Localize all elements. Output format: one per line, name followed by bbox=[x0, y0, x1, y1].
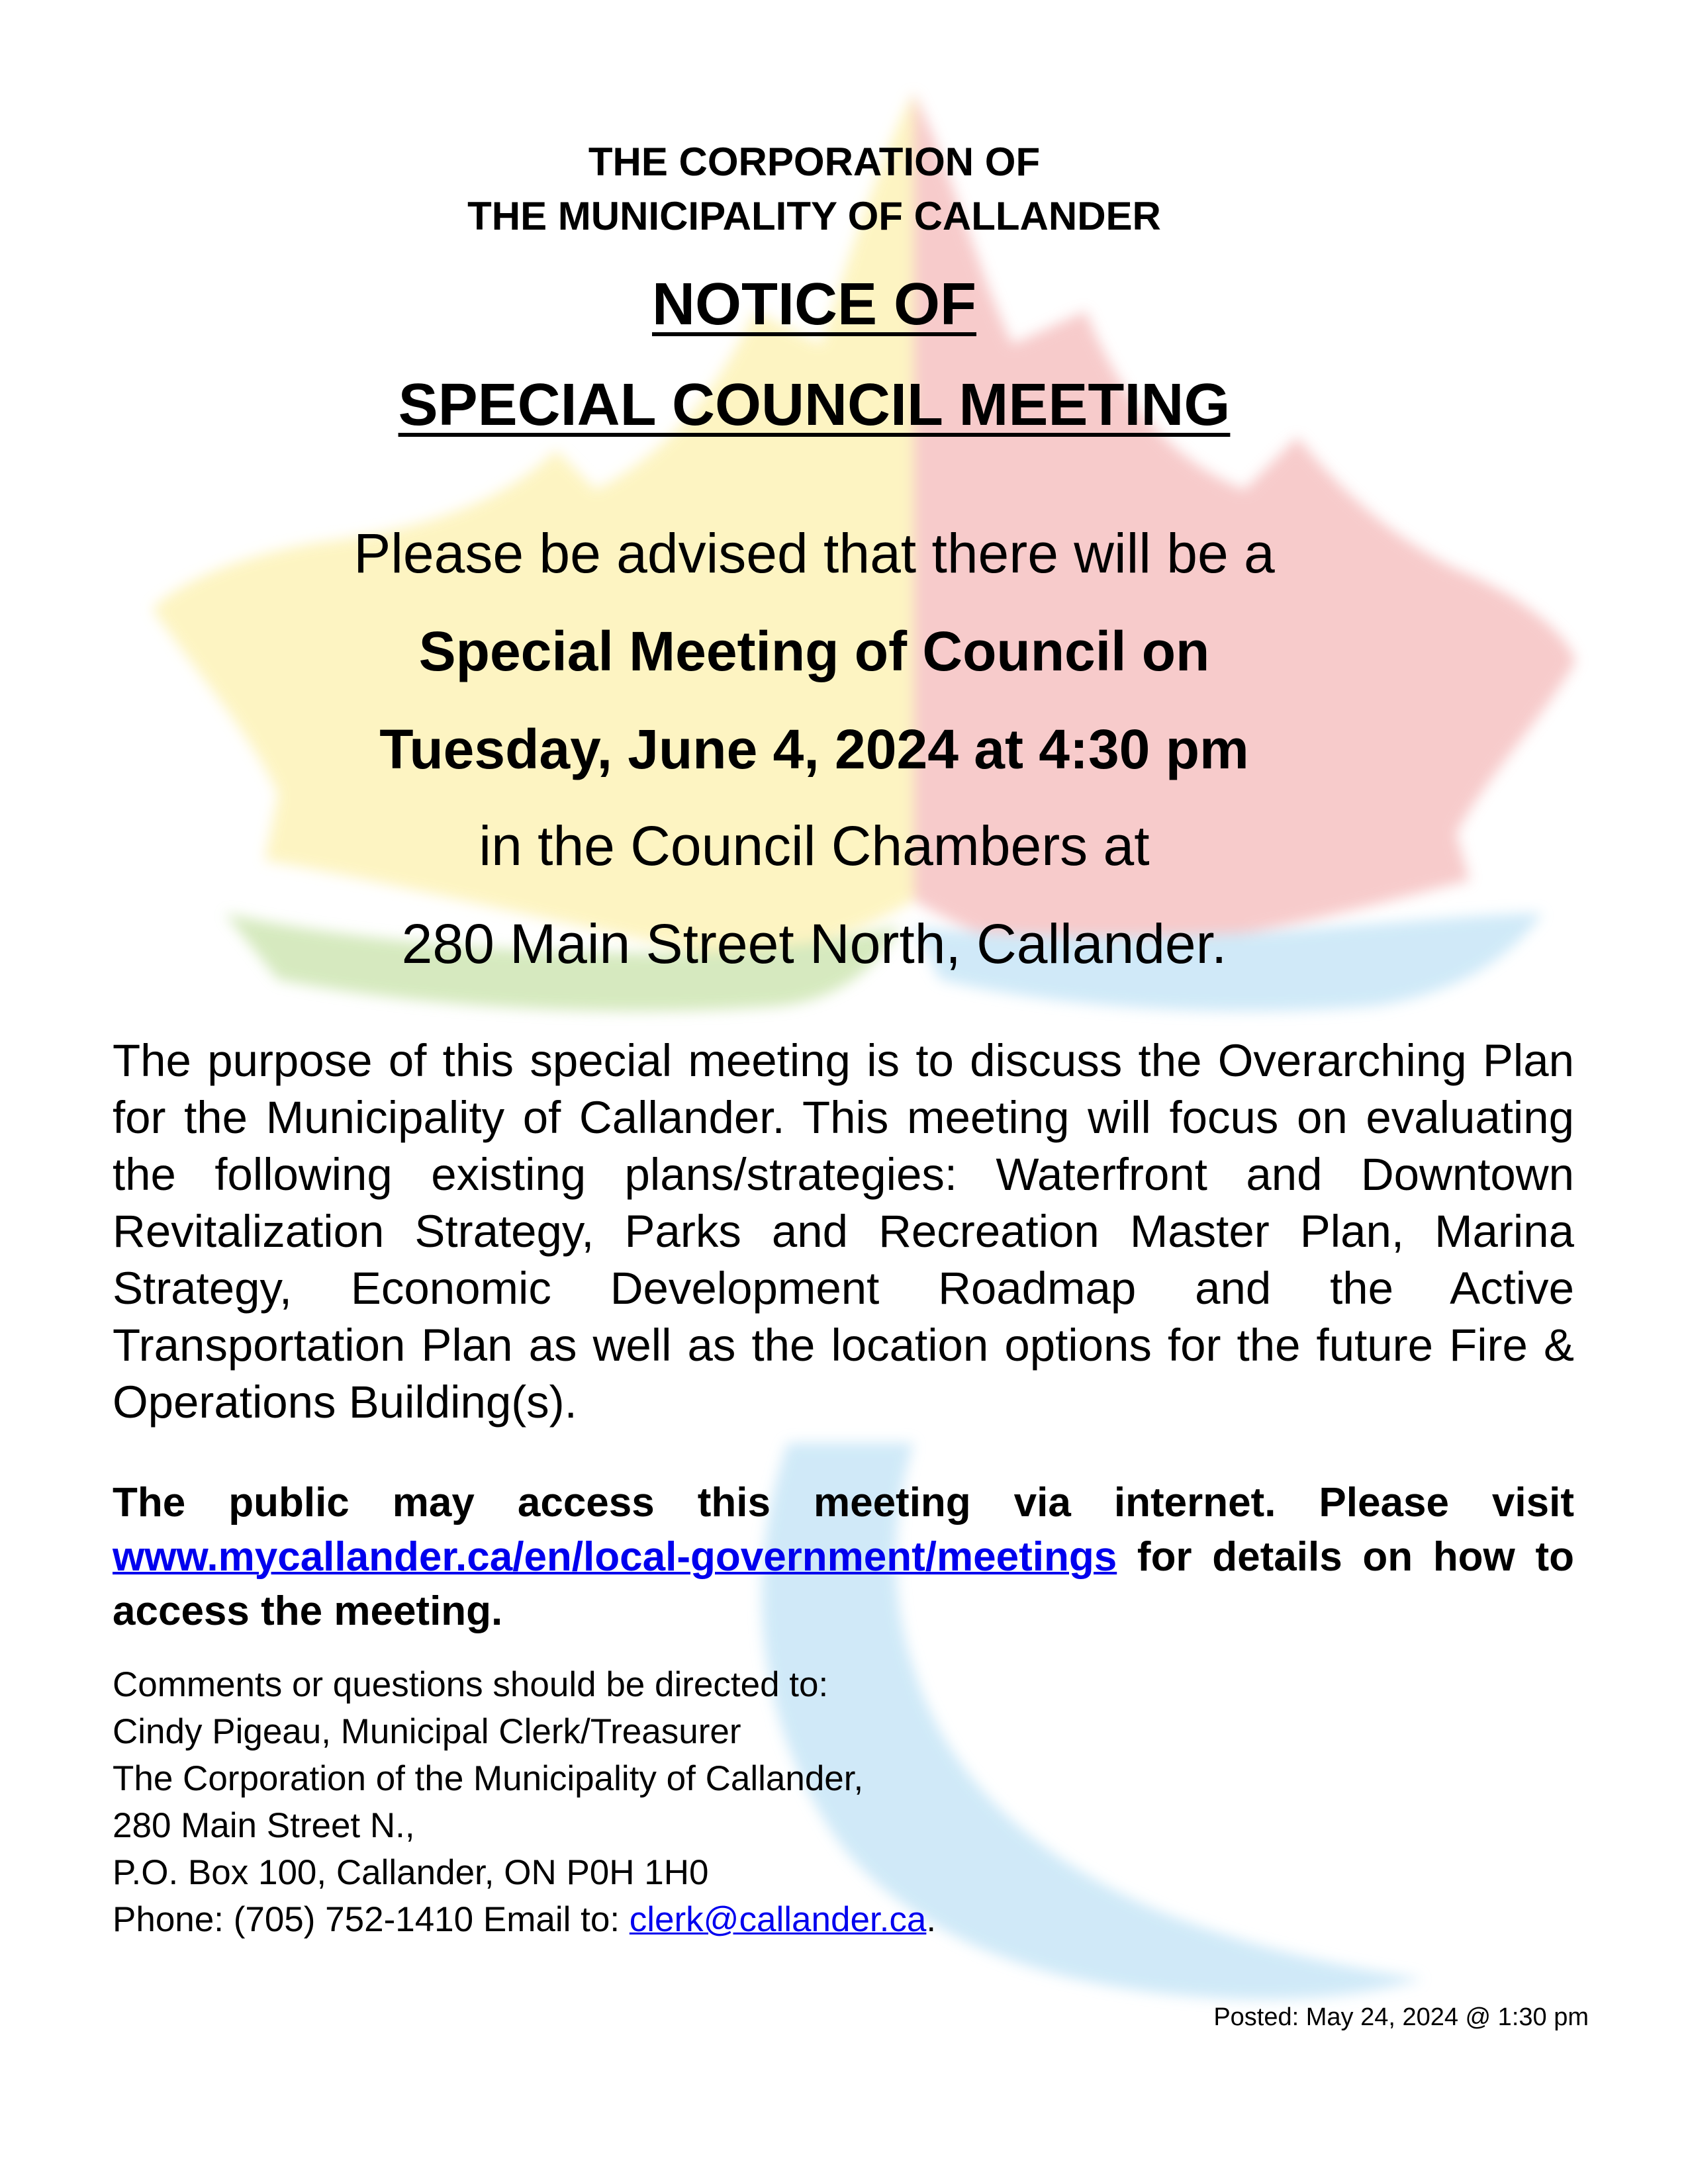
contact-intro: Comments or questions should be directed to: bbox=[113, 1665, 829, 1704]
meetings-link[interactable]: www.mycallander.ca/en/local-government/meetings bbox=[113, 1534, 1117, 1580]
advisory-line-1: Please be advised that there will be a bbox=[353, 522, 1275, 584]
contact-name: Cindy Pigeau, Municipal Clerk/Treasurer bbox=[113, 1712, 741, 1751]
notice-title-line-2: SPECIAL COUNCIL MEETING bbox=[398, 372, 1231, 438]
header-line-1: THE CORPORATION OF bbox=[588, 140, 1041, 184]
contact-block bbox=[113, 1661, 1574, 1943]
advisory-line-2: Special Meeting of Council on bbox=[418, 620, 1210, 682]
meeting-datetime: Tuesday, June 4, 2024 at 4:30 pm bbox=[379, 718, 1249, 780]
header-line-2: THE MUNICIPALITY OF CALLANDER bbox=[467, 194, 1161, 238]
purpose-paragraph: The purpose of this special meeting is to discuss the Overarching Plan for the Municipality of Callander. This meeting will focus on evaluating the following existing plans/strategies: Waterfront and Downtown Revitalization Strategy, Parks and Recreation Master Plan, Marina Strategy, Economic Development Roadmap and the Active Transportation Plan as well as the location options for the future Fire & Operations Building(s). bbox=[113, 1035, 1574, 1428]
posted-date: Posted: May 24, 2024 @ 1:30 pm bbox=[1213, 2003, 1589, 2031]
contact-organization: The Corporation of the Municipality of Callander, bbox=[113, 1759, 864, 1798]
contact-phone-email-line bbox=[113, 1896, 1574, 1943]
meeting-address: 280 Main Street North, Callander. bbox=[401, 913, 1227, 975]
contact-trailing-period: . bbox=[926, 1900, 937, 1939]
email-link[interactable]: clerk@callander.ca bbox=[629, 1900, 927, 1939]
contact-phone: Phone: (705) 752-1410 Email to: bbox=[113, 1900, 630, 1939]
notice-title-line-1: NOTICE OF bbox=[652, 271, 976, 338]
public-access-paragraph bbox=[113, 1476, 1574, 1639]
advisory-line-4: in the Council Chambers at bbox=[479, 815, 1150, 877]
contact-pobox: P.O. Box 100, Callander, ON P0H 1H0 bbox=[113, 1853, 709, 1892]
access-text-after: for details on how to access the meeting. bbox=[113, 1534, 1574, 1634]
contact-street: 280 Main Street N., bbox=[113, 1806, 415, 1845]
access-text-before: The public may access this meeting via internet. Please visit bbox=[113, 1480, 1574, 1525]
